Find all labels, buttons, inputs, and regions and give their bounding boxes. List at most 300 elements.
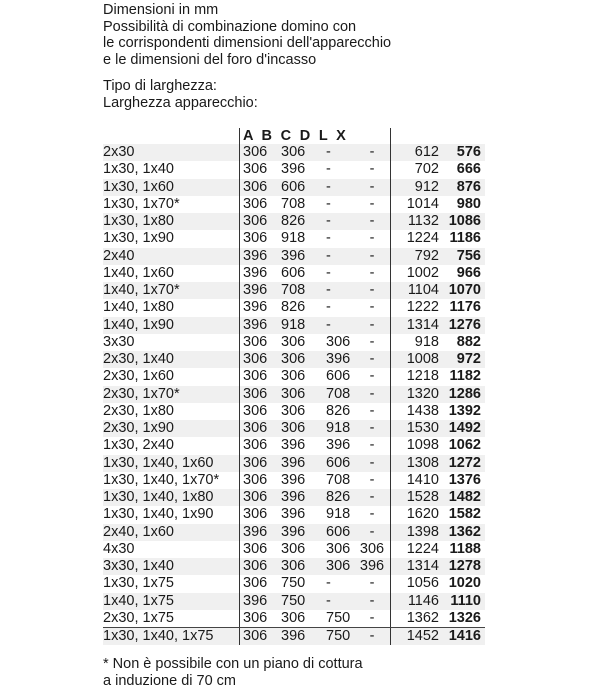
cell-a: 306 [243, 195, 268, 212]
cell-a: 306 [243, 471, 268, 488]
cell-c: 306 [326, 540, 351, 557]
cell-d: - [369, 489, 375, 505]
cell-d: - [369, 609, 375, 626]
column-divider [239, 282, 240, 299]
cell-a: 306 [243, 540, 268, 557]
cell-b: 750 [281, 575, 306, 592]
cell-a: 396 [243, 264, 268, 281]
table-row [103, 506, 485, 523]
cell-c: 750 [326, 628, 351, 644]
cell-b: 306 [281, 402, 306, 419]
column-divider [239, 541, 240, 558]
cell-c: 306 [326, 558, 351, 574]
cell-y: 1020 [448, 575, 481, 592]
cell-c: - [326, 213, 331, 229]
cell-combo: 1x30, 1x40, 1x75 [103, 628, 214, 644]
column-divider [390, 610, 391, 627]
cell-d: - [369, 161, 375, 178]
column-divider [390, 403, 391, 420]
cell-y: 1070 [448, 282, 481, 298]
cell-x: 1224 [406, 540, 439, 557]
cell-a: 306 [243, 506, 268, 523]
table-row [103, 282, 485, 299]
cell-c: - [326, 316, 331, 333]
column-divider [390, 506, 391, 523]
column-divider [239, 128, 240, 144]
cell-b: 396 [281, 454, 306, 471]
cell-d: - [369, 454, 375, 471]
column-divider [390, 541, 391, 558]
cell-d: - [369, 471, 375, 488]
cell-y: 1482 [448, 489, 481, 505]
cell-d: - [369, 282, 375, 298]
cell-c: - [326, 575, 331, 592]
cell-d: - [369, 575, 375, 592]
cell-a: 306 [243, 230, 268, 247]
cell-combo: 3x30, 1x40 [103, 558, 174, 574]
cell-y: 980 [456, 195, 481, 212]
cell-b: 708 [281, 282, 306, 298]
cell-b: 826 [281, 213, 306, 229]
cell-combo: 1x40, 1x90 [103, 316, 174, 333]
cell-a: 306 [243, 609, 268, 626]
cell-y: 1326 [448, 609, 481, 626]
cell-x: 1320 [406, 385, 439, 402]
cell-combo: 2x30, 1x90 [103, 420, 174, 436]
cell-y: 1062 [448, 437, 481, 454]
cell-b: 606 [281, 264, 306, 281]
table-body [103, 144, 485, 645]
cell-x: 1104 [407, 282, 439, 298]
cell-b: 306 [281, 144, 306, 160]
column-divider [390, 558, 391, 575]
cell-x: 1218 [406, 368, 439, 385]
column-divider [239, 196, 240, 213]
cell-x: 1014 [406, 195, 439, 212]
column-divider [390, 489, 391, 506]
cell-x: 1398 [406, 523, 439, 540]
width-type-label: Tipo di larghezza: [103, 78, 217, 94]
cell-combo: 1x30, 1x40 [103, 161, 174, 178]
cell-c: - [326, 282, 331, 298]
cell-y: 1110 [450, 592, 481, 609]
column-divider [239, 386, 240, 403]
table-row [103, 524, 485, 541]
footnote-line: * Non è possibile con un piano di cottura [103, 656, 363, 672]
cell-combo: 2x40 [103, 247, 135, 264]
column-divider [390, 575, 391, 592]
cell-a: 306 [243, 178, 268, 195]
cell-b: 396 [281, 523, 306, 540]
intro-line: le corrispondenti dimensioni dell'apparecchio [103, 35, 392, 51]
table-row [103, 299, 485, 316]
cell-y: 1278 [448, 558, 481, 574]
column-divider [390, 368, 391, 385]
cell-a: 306 [243, 437, 268, 454]
cell-c: 918 [326, 506, 351, 523]
cell-y: 1492 [448, 420, 481, 436]
column-divider [390, 524, 391, 541]
table-row [103, 161, 485, 178]
cell-d: - [369, 592, 375, 609]
cell-d: - [369, 247, 375, 264]
cell-c: 750 [326, 609, 351, 626]
cell-y: 1272 [448, 454, 481, 471]
cell-b: 306 [281, 333, 306, 350]
cell-b: 306 [281, 368, 306, 385]
width-labels [103, 78, 258, 112]
intro-line: e le dimensioni del foro d'incasso [103, 51, 317, 68]
cell-y: 756 [456, 247, 481, 264]
cell-x: 1410 [406, 471, 439, 488]
cell-combo: 2x30, 1x70* [103, 385, 180, 402]
column-divider [390, 128, 391, 144]
cell-x: 1222 [406, 299, 439, 316]
appliance-width-label: Larghezza apparecchio: [103, 95, 258, 111]
table-row [103, 248, 485, 265]
cell-d: - [369, 628, 375, 644]
column-divider [239, 506, 240, 523]
cell-combo: 2x30, 1x40 [103, 351, 174, 367]
column-divider [390, 628, 391, 645]
cell-combo: 2x30 [103, 144, 135, 160]
cell-a: 306 [243, 161, 268, 178]
column-divider [390, 230, 391, 247]
table-row [103, 265, 485, 282]
cell-x: 1132 [407, 213, 439, 229]
cell-x: 1314 [406, 558, 439, 574]
column-divider [239, 299, 240, 316]
cell-b: 306 [281, 351, 306, 367]
table-row [103, 472, 485, 489]
column-divider [239, 161, 240, 178]
cell-x: 1002 [406, 264, 439, 281]
cell-a: 306 [243, 575, 268, 592]
table-row [103, 403, 485, 420]
column-divider [239, 351, 240, 368]
cell-d: - [369, 299, 375, 316]
cell-x: 702 [414, 161, 439, 178]
column-divider [390, 351, 391, 368]
column-divider [239, 524, 240, 541]
cell-a: 396 [243, 282, 268, 298]
cell-x: 1438 [406, 402, 439, 419]
cell-d: - [369, 144, 375, 160]
cell-d: - [369, 385, 375, 402]
cell-c: 918 [326, 420, 351, 436]
dimensions-table [103, 128, 485, 645]
column-divider [239, 420, 240, 437]
column-divider [239, 265, 240, 282]
cell-x: 1362 [406, 609, 439, 626]
cell-c: 396 [326, 351, 351, 367]
column-divider [239, 368, 240, 385]
column-divider [239, 593, 240, 610]
cell-c: 606 [326, 523, 351, 540]
column-divider [239, 489, 240, 506]
cell-x: 1452 [406, 628, 439, 644]
cell-y: 1188 [449, 540, 481, 557]
cell-x: 1224 [406, 230, 439, 247]
cell-b: 306 [281, 420, 306, 436]
column-divider [390, 317, 391, 334]
cell-a: 396 [243, 247, 268, 264]
cell-x: 1056 [406, 575, 439, 592]
cell-x: 1528 [406, 489, 439, 505]
cell-b: 396 [281, 628, 306, 644]
column-divider [390, 196, 391, 213]
cell-c: - [326, 230, 331, 247]
cell-c: - [326, 264, 331, 281]
cell-combo: 1x30, 1x75 [103, 575, 174, 592]
column-divider [390, 248, 391, 265]
table-row [103, 627, 485, 645]
cell-d: - [369, 402, 375, 419]
table-row [103, 179, 485, 196]
column-divider [239, 610, 240, 627]
cell-a: 306 [243, 420, 268, 436]
cell-x: 1620 [406, 506, 439, 523]
cell-d: - [369, 230, 375, 247]
cell-c: - [326, 144, 331, 160]
cell-x: 612 [414, 144, 439, 160]
cell-b: 918 [281, 230, 306, 247]
table-row [103, 196, 485, 213]
cell-combo: 1x30, 1x80 [103, 213, 174, 229]
column-divider [390, 282, 391, 299]
cell-d: - [369, 178, 375, 195]
cell-c: 708 [326, 385, 351, 402]
table-row [103, 541, 485, 558]
cell-x: 1314 [406, 316, 439, 333]
column-divider [390, 334, 391, 351]
table-row [103, 593, 485, 610]
cell-b: 396 [281, 247, 306, 264]
cell-y: 1362 [448, 523, 481, 540]
cell-b: 396 [281, 506, 306, 523]
table-row [103, 420, 485, 437]
cell-combo: 1x40, 1x60 [103, 264, 174, 281]
cell-c: 606 [326, 368, 351, 385]
cell-combo: 1x40, 1x70* [103, 282, 180, 298]
cell-y: 576 [456, 144, 481, 160]
cell-d: - [369, 351, 375, 367]
cell-combo: 1x30, 1x90 [103, 230, 174, 247]
cell-y: 876 [456, 178, 481, 195]
column-divider [390, 265, 391, 282]
column-divider [390, 161, 391, 178]
intro-line: Possibilità di combinazione domino con [103, 18, 357, 35]
column-divider [239, 144, 240, 161]
cell-c: 708 [326, 471, 351, 488]
table-row [103, 489, 485, 506]
column-divider [390, 472, 391, 489]
cell-d: - [369, 523, 375, 540]
cell-c: - [326, 161, 331, 178]
cell-b: 306 [281, 540, 306, 557]
footnote [103, 656, 363, 690]
intro-text [103, 2, 391, 68]
cell-a: 306 [243, 454, 268, 471]
cell-a: 306 [243, 368, 268, 385]
cell-b: 306 [281, 609, 306, 626]
cell-c: 826 [326, 489, 351, 505]
column-divider [239, 179, 240, 196]
cell-y: 1286 [448, 385, 481, 402]
cell-y: 1086 [448, 213, 481, 229]
cell-y: 882 [456, 333, 481, 350]
cell-a: 306 [243, 351, 268, 367]
cell-d: 396 [359, 558, 385, 574]
column-divider [390, 455, 391, 472]
cell-b: 396 [281, 161, 306, 178]
cell-a: 306 [243, 402, 268, 419]
cell-combo: 2x40, 1x60 [103, 523, 174, 540]
column-divider [239, 403, 240, 420]
cell-b: 396 [281, 471, 306, 488]
table-row [103, 317, 485, 334]
cell-y: 1176 [449, 299, 481, 316]
cell-combo: 3x30 [103, 333, 135, 350]
cell-combo: 1x30, 1x40, 1x70* [103, 471, 220, 488]
cell-b: 826 [281, 299, 306, 316]
column-divider [239, 334, 240, 351]
cell-combo: 1x30, 1x40, 1x80 [103, 489, 214, 505]
column-divider [390, 213, 391, 230]
cell-combo: 1x30, 1x40, 1x90 [103, 506, 214, 523]
column-headers: A B C D L X [243, 128, 349, 144]
cell-c: 396 [326, 437, 351, 454]
cell-y: 972 [456, 351, 481, 367]
cell-combo: 1x30, 2x40 [103, 437, 174, 454]
cell-c: 606 [326, 454, 351, 471]
cell-d: - [369, 264, 375, 281]
cell-y: 1186 [449, 230, 481, 247]
column-divider [239, 248, 240, 265]
cell-d: - [369, 420, 375, 436]
cell-combo: 4x30 [103, 540, 135, 557]
cell-combo: 1x40, 1x75 [103, 592, 174, 609]
cell-d: - [369, 195, 375, 212]
column-divider [239, 437, 240, 454]
column-divider [390, 386, 391, 403]
table-row [103, 437, 485, 454]
cell-c: - [326, 178, 331, 195]
column-divider [239, 628, 240, 645]
column-divider [239, 230, 240, 247]
cell-combo: 1x30, 1x60 [103, 178, 174, 195]
cell-b: 396 [281, 489, 306, 505]
cell-x: 1098 [406, 437, 439, 454]
cell-x: 1308 [406, 454, 439, 471]
cell-x: 918 [414, 333, 439, 350]
column-divider [239, 455, 240, 472]
cell-d: - [369, 506, 375, 523]
cell-y: 1392 [448, 402, 481, 419]
table-row [103, 213, 485, 230]
cell-a: 306 [243, 144, 268, 160]
cell-y: 1582 [448, 506, 481, 523]
table-row [103, 455, 485, 472]
column-divider [239, 213, 240, 230]
cell-a: 396 [243, 316, 268, 333]
cell-a: 306 [243, 558, 268, 574]
cell-b: 708 [281, 195, 306, 212]
footnote-line: a induzione di 70 cm [103, 673, 236, 689]
column-divider [390, 144, 391, 161]
cell-c: - [326, 592, 331, 609]
cell-combo: 1x30, 1x70* [103, 195, 180, 212]
table-row [103, 575, 485, 592]
cell-combo: 2x30, 1x60 [103, 368, 174, 385]
cell-d: - [369, 368, 375, 385]
cell-d: - [369, 437, 375, 454]
column-divider [390, 299, 391, 316]
cell-y: 1416 [448, 628, 481, 644]
cell-y: 666 [456, 161, 481, 178]
cell-x: 1008 [406, 351, 439, 367]
table-row [103, 351, 485, 368]
cell-y: 1182 [449, 368, 481, 385]
cell-a: 396 [243, 523, 268, 540]
table-row [103, 610, 485, 627]
cell-combo: 1x40, 1x80 [103, 299, 174, 316]
column-divider [390, 437, 391, 454]
column-divider [239, 558, 240, 575]
cell-b: 606 [281, 178, 306, 195]
intro-line: Dimensioni in mm [103, 2, 219, 18]
cell-c: 306 [326, 333, 351, 350]
cell-a: 306 [243, 333, 268, 350]
cell-c: - [326, 195, 331, 212]
column-divider [239, 472, 240, 489]
column-divider [390, 420, 391, 437]
column-divider [390, 179, 391, 196]
cell-c: - [326, 299, 331, 316]
column-divider [239, 317, 240, 334]
cell-a: 306 [243, 489, 268, 505]
cell-y: 1376 [448, 471, 481, 488]
cell-c: - [326, 247, 331, 264]
table-row [103, 368, 485, 385]
cell-c: 826 [326, 402, 351, 419]
cell-a: 306 [243, 385, 268, 402]
cell-b: 750 [281, 592, 306, 609]
table-header [103, 128, 485, 144]
cell-a: 306 [243, 213, 268, 229]
cell-b: 306 [281, 385, 306, 402]
cell-a: 396 [243, 592, 268, 609]
cell-x: 1530 [406, 420, 439, 436]
table-row [103, 230, 485, 247]
cell-b: 306 [281, 558, 306, 574]
cell-combo: 1x30, 1x40, 1x60 [103, 454, 214, 471]
cell-x: 1146 [407, 592, 439, 609]
cell-y: 966 [456, 264, 481, 281]
cell-combo: 2x30, 1x80 [103, 402, 174, 419]
table-row [103, 558, 485, 575]
column-divider [239, 575, 240, 592]
cell-y: 1276 [448, 316, 481, 333]
cell-x: 792 [414, 247, 439, 264]
cell-d: - [369, 333, 375, 350]
column-divider [390, 593, 391, 610]
cell-a: 396 [243, 299, 268, 316]
cell-b: 396 [281, 437, 306, 454]
cell-combo: 2x30, 1x75 [103, 609, 174, 626]
cell-d: - [369, 213, 375, 229]
table-row [103, 386, 485, 403]
